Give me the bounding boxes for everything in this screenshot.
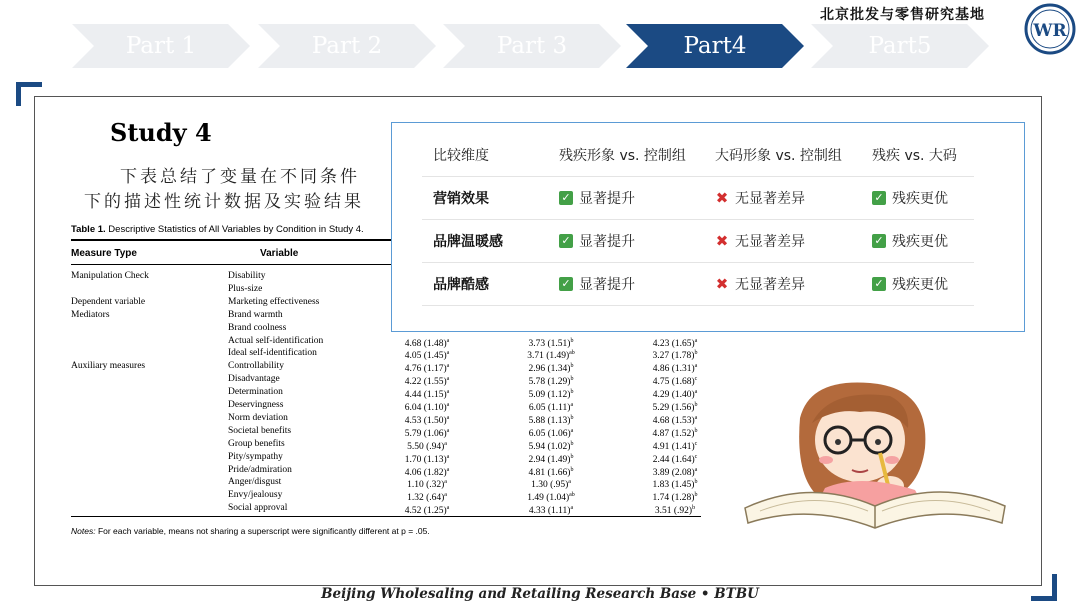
table-note: Notes: For each variable, means not sharing a superscript were significantly different at p = .05. bbox=[71, 526, 430, 536]
panel-cell-text: 显著提升 bbox=[579, 191, 635, 207]
panel-cell-text: 无显著差异 bbox=[735, 234, 805, 250]
table-row-variable: Pity/sympathy bbox=[228, 451, 283, 462]
nav-tab-part-4[interactable] bbox=[626, 24, 804, 68]
table-row-value: 4.33 $(1.11)^a$ bbox=[528, 505, 574, 517]
logo-icon bbox=[1024, 3, 1076, 55]
panel-row-label: 品牌酷感 bbox=[433, 277, 489, 293]
table-row-value: 3.27 $(1.78)^b$ bbox=[652, 350, 698, 362]
table-row-value: 5.29 $(1.56)^b$ bbox=[652, 402, 698, 413]
comparison-panel bbox=[391, 122, 1025, 332]
panel-row-label: 品牌温暖感 bbox=[433, 234, 503, 250]
table-row-value: 5.79 $(1.06)^a$ bbox=[404, 427, 450, 439]
table-row-value: 1.70 $(1.13)^a$ bbox=[404, 453, 450, 465]
cross-icon: ✖ bbox=[715, 232, 729, 250]
nav-tab-label: Part 3 bbox=[496, 33, 568, 59]
table-row-value: 1.49 $(1.04)^{ab}$ bbox=[527, 492, 575, 504]
table-row-value: 6.05 $(1.06)^a$ bbox=[528, 427, 574, 439]
table-row-value: 4.29 $(1.40)^a$ bbox=[652, 389, 698, 401]
table-row-variable: Group benefits bbox=[228, 438, 285, 449]
nav-tab-label: Part 2 bbox=[311, 33, 383, 59]
table-row-variable: Disability bbox=[228, 271, 266, 281]
panel-cell bbox=[872, 274, 948, 294]
header-variable: Variable bbox=[260, 248, 299, 259]
table-row-variable: Disadvantage bbox=[228, 374, 280, 385]
panel-cell-text: 无显著差异 bbox=[735, 191, 805, 207]
table-row-variable: Brand coolness bbox=[228, 322, 287, 333]
girl-reading-illustration bbox=[740, 378, 1010, 538]
table-row-variable: Ideal self-identification bbox=[228, 348, 317, 359]
table-row-value: 4.44 $(1.15)^a$ bbox=[404, 389, 450, 401]
table-row-variable: Anger/disgust bbox=[228, 477, 282, 488]
panel-cell bbox=[559, 231, 635, 251]
table-row-variable: Marketing effectiveness bbox=[228, 296, 320, 307]
description-line-1: 下表总结了变量在不同条件 bbox=[120, 167, 360, 187]
measure-type-label: Dependent variable bbox=[71, 296, 146, 307]
table-row-value: 2.94 $(1.49)^b$ bbox=[528, 453, 574, 465]
table-row-value: 4.05 $(1.45)^a$ bbox=[404, 350, 450, 362]
table-row-value: 5.94 $(1.02)^b$ bbox=[528, 440, 574, 452]
nav-tab-label: Part5 bbox=[868, 33, 932, 59]
panel-header: 比较维度 bbox=[433, 148, 489, 164]
description-line-2: 下的描述性统计数据及实验结果 bbox=[84, 192, 364, 212]
table-row-variable: Norm deviation bbox=[228, 412, 288, 423]
top-brand-text: 北京批发与零售研究基地 bbox=[820, 7, 985, 23]
table-row-value: 4.76 $(1.17)^a$ bbox=[404, 363, 450, 375]
panel-row-label: 营销效果 bbox=[433, 191, 489, 207]
table-row-value: 2.44 $(1.64)^c$ bbox=[652, 453, 698, 465]
table-row-value: 1.83 $(1.45)^b$ bbox=[652, 479, 698, 491]
panel-row-separator bbox=[422, 176, 974, 177]
check-icon: ✓ bbox=[872, 234, 886, 248]
table-caption: Table 1. Descriptive Statistics of All Variables by Condition in Study 4. bbox=[71, 224, 364, 235]
table-row-value: 6.05 $(1.11)^a$ bbox=[528, 402, 574, 413]
panel-cell bbox=[559, 188, 635, 208]
table-row-value: 5.78 $(1.29)^b$ bbox=[528, 376, 574, 388]
table-rule-bottom bbox=[71, 516, 701, 517]
table-row-value: 5.09 $(1.12)^b$ bbox=[528, 389, 574, 401]
nav-tab-label: Part 1 bbox=[125, 33, 197, 59]
panel-row-separator bbox=[422, 305, 974, 306]
panel-cell-text: 残疾更优 bbox=[892, 277, 948, 293]
panel-cell-text: 残疾更优 bbox=[892, 191, 948, 207]
table-row-value: 1.30 $(.95)^a$ bbox=[531, 479, 571, 491]
table-row-value: 1.74 $(1.28)^b$ bbox=[652, 492, 698, 504]
table-row-value: 3.89 $(2.08)^a$ bbox=[652, 466, 698, 478]
table-row-variable: Pride/admiration bbox=[228, 464, 292, 475]
panel-cell bbox=[715, 231, 805, 251]
table-row-variable: Envy/jealousy bbox=[228, 490, 283, 501]
table-row-value: 4.81 $(1.66)^b$ bbox=[528, 466, 574, 478]
check-icon: ✓ bbox=[872, 277, 886, 291]
table-row-value: 1.10 $(.32)^a$ bbox=[407, 479, 447, 491]
panel-row-separator bbox=[422, 262, 974, 263]
table-row-value: 3.73 $(1.51)^b$ bbox=[528, 337, 574, 349]
table-row-value: 1.32 $(.64)^a$ bbox=[407, 492, 447, 504]
table-row-value: 4.52 $(1.25)^a$ bbox=[404, 505, 450, 517]
header-measure-type: Measure Type bbox=[71, 248, 137, 259]
table-row-value: 4.87 $(1.52)^b$ bbox=[652, 427, 698, 439]
table-row-value: 4.22 $(1.55)^a$ bbox=[404, 376, 450, 388]
panel-cell bbox=[872, 188, 948, 208]
table-row-value: 4.68 $(1.53)^a$ bbox=[652, 414, 698, 426]
nav-tab-part-3[interactable] bbox=[443, 24, 621, 68]
table-row-variable: Actual self-identification bbox=[228, 335, 324, 346]
nav-tab-part-2[interactable] bbox=[258, 24, 436, 68]
panel-header: 残疾形象 vs. 控制组 bbox=[559, 148, 686, 164]
footer-text: Beijing Wholesaling and Retailing Research Base • BTBU bbox=[321, 586, 759, 602]
logo-letters: WR bbox=[1033, 21, 1067, 41]
panel-cell-text: 显著提升 bbox=[579, 234, 635, 250]
cross-icon: ✖ bbox=[715, 275, 729, 293]
table-row-variable: Plus-size bbox=[228, 283, 263, 294]
panel-cell bbox=[715, 188, 805, 208]
table-row-value: 6.04 $(1.10)^a$ bbox=[404, 402, 450, 413]
check-icon: ✓ bbox=[559, 191, 573, 205]
panel-header: 残疾 vs. 大码 bbox=[872, 148, 957, 164]
table-row-value: 4.53 $(1.50)^a$ bbox=[404, 414, 450, 426]
nav-tab-part-5[interactable] bbox=[811, 24, 989, 68]
study-title: Study 4 bbox=[110, 118, 212, 147]
table-row-value: 5.50 $(.94)^a$ bbox=[407, 440, 447, 452]
table-row-value: 4.86 $(1.31)^a$ bbox=[652, 363, 698, 375]
panel-header: 大码形象 vs. 控制组 bbox=[715, 148, 842, 164]
table-row-value: 2.96 $(1.34)^b$ bbox=[528, 363, 574, 375]
table-row-value: 3.71 $(1.49)^{ab}$ bbox=[527, 350, 575, 362]
measure-type-label: Mediators bbox=[71, 309, 110, 320]
table-row-value: 4.91 $(1.41)^c$ bbox=[652, 440, 698, 452]
measure-type-label: Auxiliary measures bbox=[71, 361, 146, 372]
nav-tab-label: Part4 bbox=[683, 33, 747, 59]
panel-cell bbox=[559, 274, 635, 294]
check-icon: ✓ bbox=[559, 234, 573, 248]
panel-cell-text: 显著提升 bbox=[579, 277, 635, 293]
table-row-variable: Societal benefits bbox=[228, 425, 292, 436]
table-row-variable: Deservingness bbox=[228, 400, 284, 410]
corner-bracket-top-left-v bbox=[16, 82, 21, 106]
table-row-value: 4.75 $(1.68)^c$ bbox=[652, 376, 698, 388]
check-icon: ✓ bbox=[872, 191, 886, 205]
panel-cell bbox=[715, 274, 805, 294]
panel-cell-text: 无显著差异 bbox=[735, 277, 805, 293]
table-row-value: 5.88 $(1.13)^b$ bbox=[528, 414, 574, 426]
table-row-value: 4.06 $(1.82)^a$ bbox=[404, 466, 450, 478]
panel-cell bbox=[872, 231, 948, 251]
panel-cell-text: 残疾更优 bbox=[892, 234, 948, 250]
check-icon: ✓ bbox=[559, 277, 573, 291]
table-row-value: 3.51 $(.92)^b$ bbox=[654, 505, 696, 517]
cross-icon: ✖ bbox=[715, 189, 729, 207]
table-row-variable: Controllability bbox=[228, 361, 284, 372]
nav-tab-part-1[interactable] bbox=[72, 24, 250, 68]
panel-row-separator bbox=[422, 219, 974, 220]
table-row-variable: Determination bbox=[228, 387, 283, 398]
table-row-variable: Brand warmth bbox=[228, 309, 283, 320]
measure-type-label: Manipulation Check bbox=[71, 271, 149, 281]
table-row-value: 4.68 $(1.48)^a$ bbox=[404, 337, 450, 349]
table-row-value: 4.23 $(1.65)^a$ bbox=[652, 337, 698, 349]
table-row-variable: Social approval bbox=[228, 503, 288, 514]
